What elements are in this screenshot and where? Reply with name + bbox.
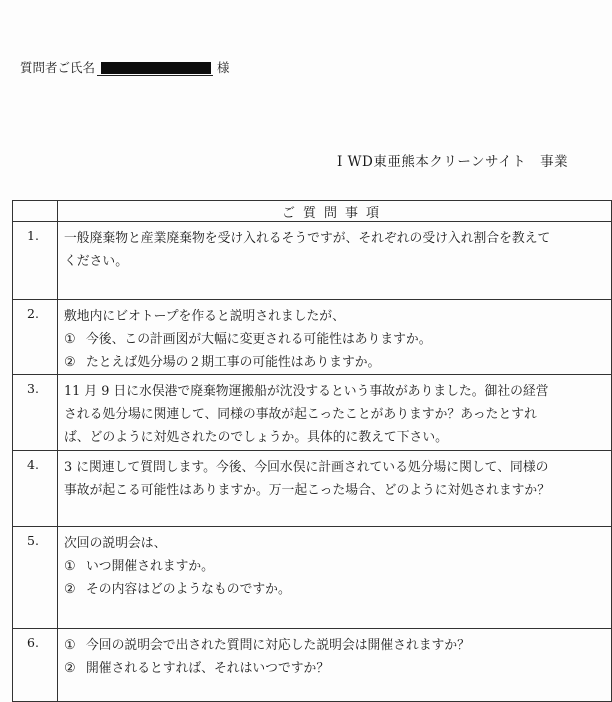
question-number: 3. — [13, 375, 58, 451]
question-line: 事故が起こる可能性はありますか。万一起こった場合、どのように対処されますか？ — [64, 483, 551, 498]
question-line: ください。 — [64, 254, 128, 269]
question-text — [58, 222, 612, 300]
question-line: 敷地内にビオトープを作ると説明されましたが、 — [64, 309, 345, 324]
sub-question-text: 開催されるとすれば、それはいつですか？ — [86, 661, 330, 676]
sub-question-text: 今後、この計画図が大幅に変更される可能性はありますか。 — [86, 332, 432, 347]
question-text — [58, 300, 612, 375]
organization-title: I WD東亜熊本クリーンサイト 事業 — [337, 154, 569, 170]
question-line: 11 月 9 日に水俣港で廃棄物運搬船が沈没するという事故がありました。御社の経営 — [64, 384, 549, 399]
number-header-cell — [13, 201, 58, 222]
sub-question — [64, 634, 603, 657]
question-line: 次回の説明会は、 — [64, 536, 167, 551]
question-line: 一般廃棄物と産業廃棄物を受け入れるそうですが、それぞれの受け入れ割合を教えて — [64, 231, 551, 246]
sub-question — [64, 555, 603, 578]
question-text — [58, 527, 612, 629]
sub-question — [64, 328, 603, 351]
sub-question-mark: ① — [64, 332, 76, 347]
question-number: 4. — [13, 451, 58, 527]
question-row — [13, 222, 612, 300]
table-header-row — [13, 201, 612, 222]
sub-question-mark: ① — [64, 638, 76, 653]
sub-question-text: 今回の説明会で出された質問に対応した説明会は開催されますか？ — [86, 638, 470, 653]
question-line: 3 に関連して質問します。今後、今回水俣に計画されている処分場に関して、同様の — [64, 460, 549, 475]
question-line: される処分場に関連して、同様の事故が起こったことがありますか？あったとすれ — [64, 407, 537, 422]
sub-question-text: たとえば処分場の２期工事の可能性はありますか。 — [86, 355, 381, 370]
question-number: 2. — [13, 300, 58, 375]
sub-question — [64, 351, 603, 374]
question-number: 6. — [13, 629, 58, 702]
questioner-name-line — [20, 58, 230, 76]
questioner-name-label: 質問者ご氏名 — [20, 60, 96, 75]
question-number: 5. — [13, 527, 58, 629]
sub-question-mark: ② — [64, 661, 76, 676]
sub-question-mark: ① — [64, 559, 76, 574]
honorific-suffix: 様 — [217, 60, 230, 75]
question-number: 1. — [13, 222, 58, 300]
sub-question-mark: ② — [64, 582, 76, 597]
question-row — [13, 451, 612, 527]
question-row — [13, 375, 612, 451]
sub-question-mark: ② — [64, 355, 76, 370]
sub-question-text: いつ開催されますか。 — [86, 559, 214, 574]
question-text — [58, 451, 612, 527]
sub-question — [64, 578, 603, 601]
table-header-title: ご質問事項 — [58, 201, 612, 222]
sub-question — [64, 657, 603, 680]
questions-table — [12, 200, 612, 702]
redaction-bar — [101, 62, 211, 74]
question-text — [58, 375, 612, 451]
question-line: ば、どのように対処されたのでしょうか。具体的に教えて下さい。 — [64, 430, 448, 445]
question-text — [58, 629, 612, 702]
questioner-name-field — [97, 59, 213, 76]
question-row — [13, 300, 612, 375]
sub-question-text: その内容はどのようなものですか。 — [86, 582, 291, 597]
question-row — [13, 629, 612, 702]
question-row — [13, 527, 612, 629]
